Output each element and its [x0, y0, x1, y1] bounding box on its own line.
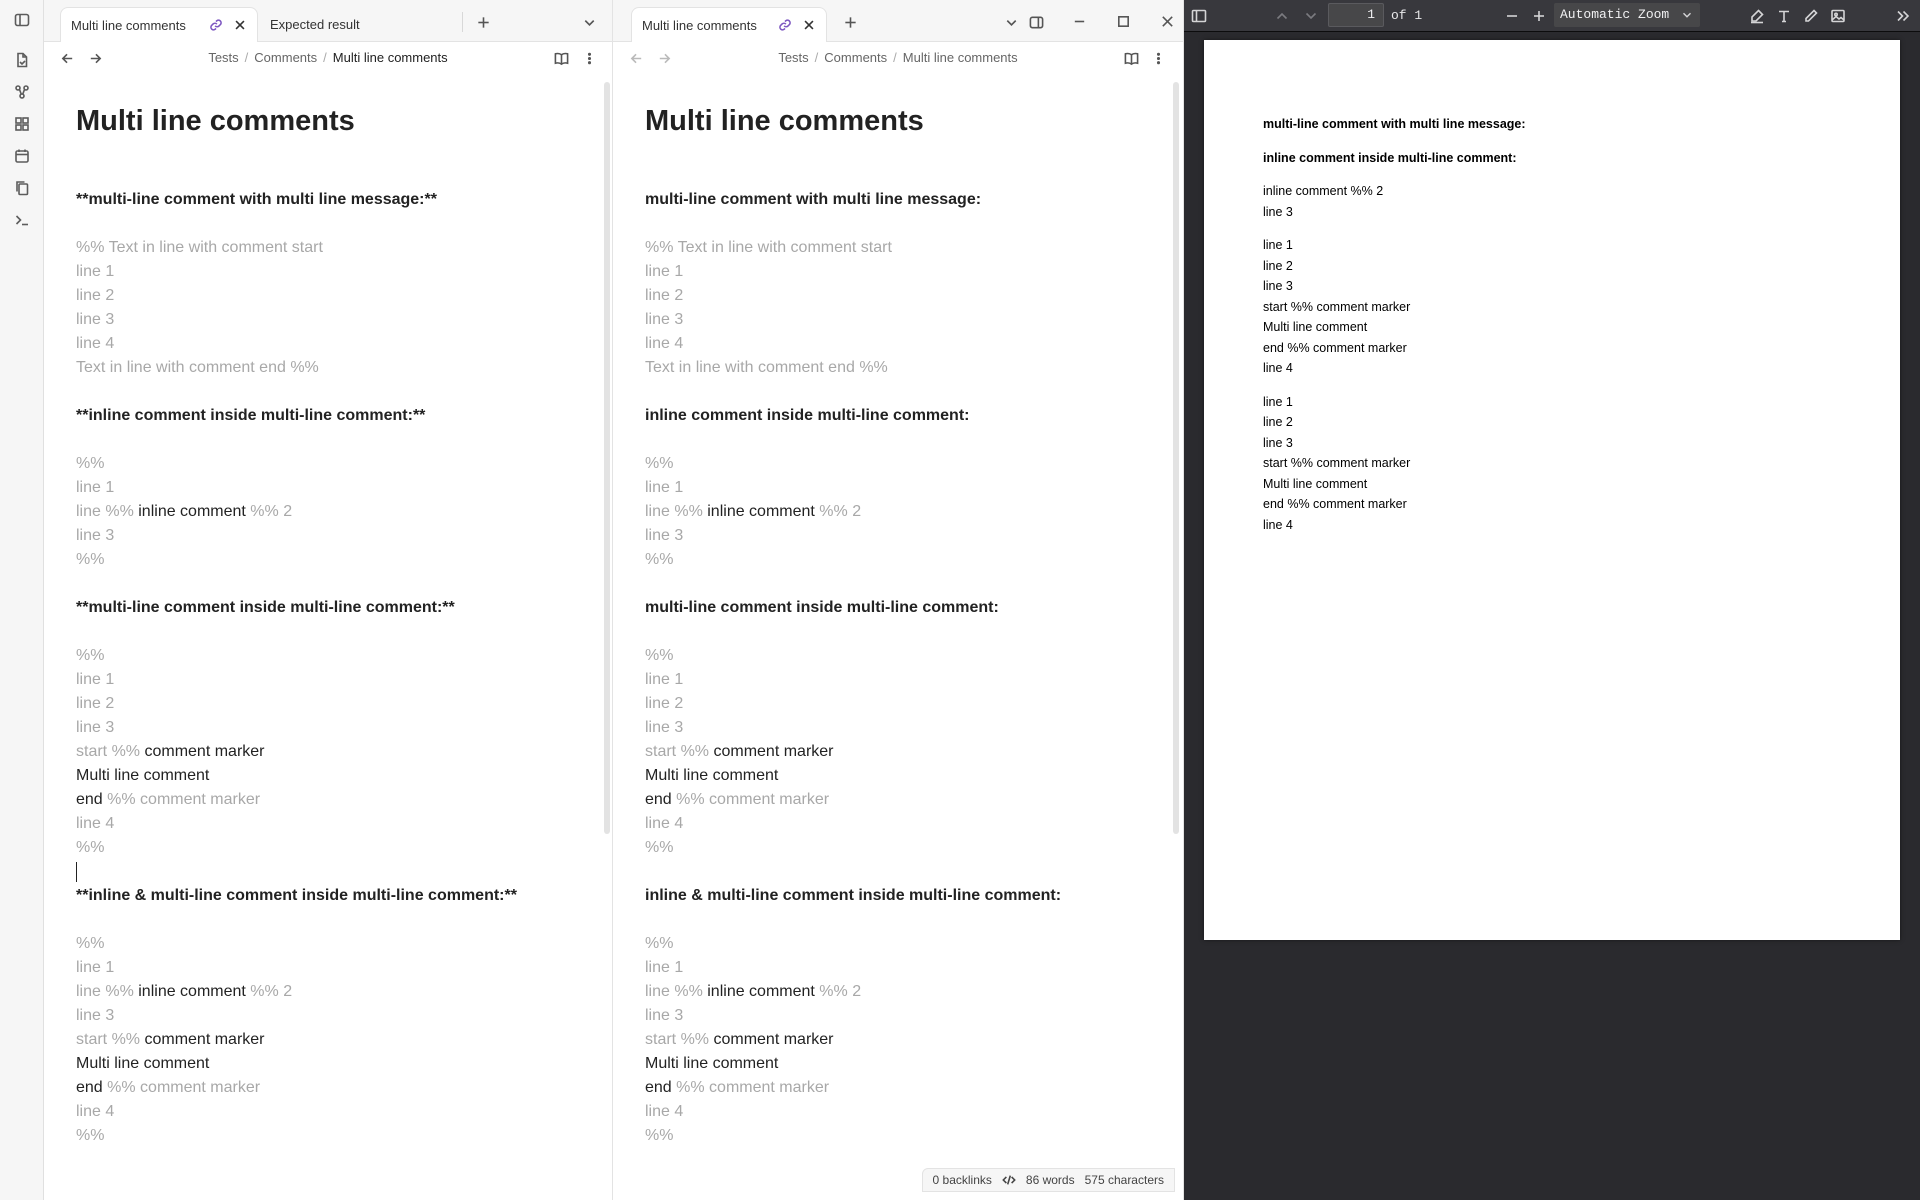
cursor-line — [76, 860, 582, 884]
comment-marker-text: %% comment marker — [107, 1079, 261, 1096]
visible-text: end — [76, 1079, 108, 1096]
code-icon[interactable] — [1002, 1173, 1016, 1187]
section-heading: inline comment inside multi-line comment: — [645, 407, 970, 424]
comment-line: line 1 — [76, 671, 115, 688]
comment-marker-text: start %% — [645, 1031, 714, 1048]
link-icon[interactable] — [209, 18, 223, 32]
chevron-down-icon[interactable] — [580, 13, 598, 31]
pdf-text-line: Multi line comment — [1263, 476, 1368, 491]
source-lines — [76, 188, 582, 1148]
comment-line: line 3 — [645, 719, 684, 736]
tab-multi-line-comments[interactable] — [60, 7, 258, 42]
comment-line: line 1 — [76, 959, 115, 976]
page-number-input[interactable]: 1 — [1328, 3, 1384, 27]
pdf-text-line: line 1 — [1263, 394, 1293, 409]
blank-line — [76, 572, 582, 596]
visible-text: inline comment — [707, 983, 820, 1000]
tab-label: Multi line comments — [642, 17, 757, 33]
sidebar-right-icon[interactable] — [1026, 12, 1046, 32]
text-line — [76, 980, 582, 1004]
blank-line — [645, 908, 1153, 932]
preview-content[interactable] — [645, 102, 1153, 1148]
comment-marker-text: %% comment marker — [107, 791, 261, 808]
comment-line: %% Text in line with comment start — [645, 239, 892, 256]
view-header — [44, 42, 612, 74]
tab-divider — [462, 12, 463, 32]
comment-line: line 4 — [76, 335, 115, 352]
text-line — [645, 1076, 1153, 1100]
comment-marker-text: line %% — [76, 983, 139, 1000]
zoom-in-icon[interactable] — [1529, 6, 1549, 26]
pdf-viewer — [1184, 0, 1920, 1200]
comment-line: line 3 — [645, 311, 684, 328]
comment-line: %% — [76, 1127, 105, 1144]
tab-label: Expected result — [270, 17, 360, 32]
blank-line — [645, 212, 1153, 236]
text-line — [76, 740, 582, 764]
comment-line: line 1 — [645, 671, 684, 688]
section-heading: multi-line comment inside multi-line comment: — [645, 599, 999, 616]
pdf-heading: inline comment inside multi-line comment: — [1263, 150, 1517, 165]
comment-marker-text: line %% — [645, 503, 708, 520]
text-line — [645, 980, 1153, 1004]
breadcrumb-current[interactable]: Multi line comments — [902, 50, 1018, 65]
breadcrumb-comments[interactable]: Comments — [824, 50, 888, 65]
more-tools-icon[interactable] — [1893, 6, 1913, 26]
comment-line: line 1 — [76, 263, 115, 280]
section-heading: **multi-line comment with multi line message:** — [76, 191, 437, 208]
breadcrumb: Tests / Comments / Multi line comments — [208, 50, 448, 65]
draw-icon[interactable] — [1801, 6, 1821, 26]
text-line: Multi line comment — [645, 1055, 779, 1072]
blank-line — [76, 428, 582, 452]
comment-line: %% Text in line with comment start — [76, 239, 323, 256]
scrollbar[interactable] — [604, 82, 610, 834]
pdf-heading: multi-line comment with multi line message: — [1263, 117, 1526, 131]
pdf-page — [1204, 40, 1900, 940]
comment-marker-text: %% 2 — [250, 983, 293, 1000]
pdf-text-line: end %% comment marker — [1263, 497, 1407, 511]
comment-marker-text: line %% — [76, 503, 139, 520]
comment-line: line 2 — [76, 695, 115, 712]
blank-line — [645, 380, 1153, 404]
comment-line: line 1 — [645, 959, 684, 976]
text-line — [645, 740, 1153, 764]
comment-line: Text in line with comment end %% — [645, 359, 888, 376]
tab-multi-line-comments[interactable] — [631, 7, 827, 42]
comment-line: line 2 — [76, 287, 115, 304]
breadcrumb-tests[interactable]: Tests — [208, 50, 239, 65]
zoom-out-icon[interactable] — [1502, 6, 1522, 26]
pdf-text-line: line 4 — [1263, 517, 1293, 532]
blank-line — [645, 620, 1153, 644]
visible-text: comment marker — [713, 1031, 834, 1048]
highlight-icon[interactable] — [1747, 6, 1767, 26]
character-count: 575 characters — [1084, 1173, 1164, 1187]
text-line — [76, 788, 582, 812]
comment-line: line 4 — [645, 1103, 684, 1120]
comment-marker-text: %% comment marker — [676, 1079, 830, 1096]
view-header — [613, 42, 1183, 74]
comment-line: line 3 — [76, 311, 115, 328]
tab-label: Multi line comments — [71, 17, 186, 33]
comment-line: Text in line with comment end %% — [76, 359, 319, 376]
tab-bar — [613, 0, 1183, 42]
new-tab-icon[interactable] — [841, 13, 859, 31]
terminal-icon[interactable] — [12, 210, 32, 230]
word-count: 86 words — [1025, 1173, 1075, 1187]
section-heading: **multi-line comment inside multi-line comment:** — [76, 599, 455, 616]
preview-lines — [645, 188, 1153, 1148]
breadcrumb-comments[interactable]: Comments — [254, 50, 318, 65]
editor-content[interactable] — [76, 102, 582, 1148]
comment-marker-text: start %% — [76, 1031, 145, 1048]
pdf-text-line: end %% comment marker — [1263, 340, 1407, 355]
comment-line: line 3 — [645, 1007, 684, 1024]
section-heading: **inline & multi-line comment inside multi-line comment:** — [76, 887, 517, 904]
chevron-down-icon[interactable] — [1002, 13, 1020, 31]
comment-line: line 3 — [76, 527, 115, 544]
comment-marker-text: %% 2 — [250, 503, 293, 520]
visible-text: end — [76, 791, 108, 808]
comment-marker-text: start %% — [645, 743, 714, 760]
chevron-down-icon — [1680, 7, 1694, 31]
pdf-paragraph-gap — [1263, 168, 1526, 181]
section-heading: multi-line comment with multi line message: — [645, 191, 982, 208]
comment-line: %% — [76, 935, 105, 952]
pdf-text-line: line 3 — [1263, 435, 1293, 450]
pdf-text-line: line 3 — [1263, 279, 1293, 293]
blank-line — [76, 908, 582, 932]
text-line: Multi line comment — [76, 1055, 210, 1072]
pdf-text-line: start %% comment marker — [1263, 299, 1411, 314]
visible-text: end — [645, 791, 677, 808]
reading-view-icon[interactable] — [553, 50, 569, 66]
comment-line: %% — [645, 839, 674, 856]
minimize-icon[interactable] — [1070, 12, 1088, 30]
close-tab-icon[interactable] — [233, 18, 247, 32]
more-options-icon[interactable] — [1150, 50, 1166, 66]
breadcrumb-tests[interactable]: Tests — [778, 50, 809, 65]
comment-line: %% — [76, 839, 105, 856]
text-line — [76, 1028, 582, 1052]
comment-marker-text: %% comment marker — [676, 791, 830, 808]
blank-line — [645, 572, 1153, 596]
section-heading: inline & multi-line comment inside multi-line comment: — [645, 887, 1062, 904]
text-line: Multi line comment — [645, 767, 779, 784]
comment-line: line 1 — [76, 479, 115, 496]
blank-line — [645, 428, 1153, 452]
reading-view-icon[interactable] — [1123, 50, 1139, 66]
previous-page-icon[interactable] — [1272, 6, 1292, 26]
comment-line: line 2 — [645, 287, 684, 304]
canvas-icon[interactable] — [12, 114, 32, 134]
blank-line — [76, 212, 582, 236]
comment-line: line 2 — [645, 695, 684, 712]
pdf-paragraph-gap — [1263, 135, 1526, 148]
blank-line — [645, 860, 1153, 884]
text-line — [76, 500, 582, 524]
note-title[interactable]: Multi line comments — [76, 105, 355, 137]
comment-line: line 4 — [76, 1103, 115, 1120]
image-icon[interactable] — [1828, 6, 1848, 26]
visible-text: comment marker — [144, 1031, 265, 1048]
sidebar-toggle-icon[interactable] — [1189, 6, 1209, 26]
blank-line — [76, 380, 582, 404]
comment-line: %% — [76, 455, 105, 472]
comment-marker-text: start %% — [76, 743, 145, 760]
comment-line: line 1 — [645, 479, 684, 496]
pdf-text-line: line 3 — [1263, 204, 1293, 219]
more-options-icon[interactable] — [581, 50, 597, 66]
pdf-text-line: Multi line comment — [1263, 320, 1368, 334]
breadcrumb: Tests / Comments / Multi line comments — [778, 50, 1018, 65]
close-icon[interactable] — [1158, 12, 1176, 30]
visible-text: inline comment — [138, 503, 251, 520]
comment-line: line 1 — [645, 263, 684, 280]
pdf-text-line: line 2 — [1263, 258, 1293, 273]
comment-line: %% — [645, 455, 674, 472]
close-tab-icon[interactable] — [802, 18, 816, 32]
status-bar — [922, 1168, 1175, 1192]
comment-line: line 3 — [76, 1007, 115, 1024]
comment-line: %% — [645, 935, 674, 952]
pdf-text-line: start %% comment marker — [1263, 456, 1411, 470]
visible-text: inline comment — [138, 983, 251, 1000]
maximize-icon[interactable] — [1114, 12, 1132, 30]
comment-line: %% — [76, 647, 105, 664]
blank-line — [76, 620, 582, 644]
pdf-text-line: line 2 — [1263, 415, 1293, 429]
section-heading: **inline comment inside multi-line comment:** — [76, 407, 426, 424]
new-tab-icon[interactable] — [474, 13, 492, 31]
visible-text: comment marker — [144, 743, 265, 760]
backlinks-count[interactable]: 0 backlinks — [932, 1173, 992, 1187]
comment-line: line 4 — [645, 815, 684, 832]
text-line — [645, 1028, 1153, 1052]
file-icon[interactable] — [12, 50, 32, 70]
text-line — [645, 788, 1153, 812]
comment-line: line 3 — [645, 527, 684, 544]
comment-line: line 3 — [76, 719, 115, 736]
editor-pane-source — [44, 0, 613, 1200]
note-title: Multi line comments — [645, 105, 924, 137]
visible-text: comment marker — [713, 743, 834, 760]
breadcrumb-current[interactable]: Multi line comments — [332, 50, 448, 65]
graph-icon[interactable] — [12, 82, 32, 102]
pdf-paragraph-gap — [1263, 222, 1526, 235]
text-line: Multi line comment — [76, 767, 210, 784]
pdf-paragraph-gap — [1263, 379, 1526, 392]
pdf-text-line: inline comment %% 2 — [1263, 184, 1384, 198]
calendar-icon[interactable] — [12, 146, 32, 166]
zoom-select[interactable] — [1554, 3, 1700, 27]
comment-marker-text: %% 2 — [819, 983, 862, 1000]
left-ribbon — [0, 0, 44, 1200]
tab-expected-result[interactable] — [260, 7, 460, 42]
comment-line: %% — [76, 551, 105, 568]
zoom-value: Automatic Zoom — [1560, 7, 1670, 22]
link-icon[interactable] — [778, 18, 792, 32]
pdf-text-line: line 1 — [1263, 238, 1293, 252]
page-count: of 1 — [1391, 8, 1423, 23]
copy-icon[interactable] — [12, 178, 32, 198]
comment-line: %% — [645, 551, 674, 568]
pdf-toolbar — [1184, 0, 1920, 32]
comment-line: line 4 — [76, 815, 115, 832]
text-tool-icon[interactable] — [1774, 6, 1794, 26]
sidebar-toggle-icon[interactable] — [12, 10, 32, 30]
text-cursor — [76, 862, 77, 882]
visible-text: end — [645, 1079, 677, 1096]
text-line — [645, 500, 1153, 524]
pdf-text-content — [1263, 114, 1526, 535]
editor-pane-preview — [613, 0, 1184, 1200]
next-page-icon[interactable] — [1301, 6, 1321, 26]
tab-bar — [44, 0, 612, 42]
scrollbar[interactable] — [1173, 82, 1179, 834]
visible-text: inline comment — [707, 503, 820, 520]
comment-marker-text: line %% — [645, 983, 708, 1000]
comment-line: %% — [645, 647, 674, 664]
comment-marker-text: %% 2 — [819, 503, 862, 520]
comment-line: line 4 — [645, 335, 684, 352]
text-line — [76, 1076, 582, 1100]
comment-line: %% — [645, 1127, 674, 1144]
pdf-text-line: line 4 — [1263, 361, 1293, 375]
